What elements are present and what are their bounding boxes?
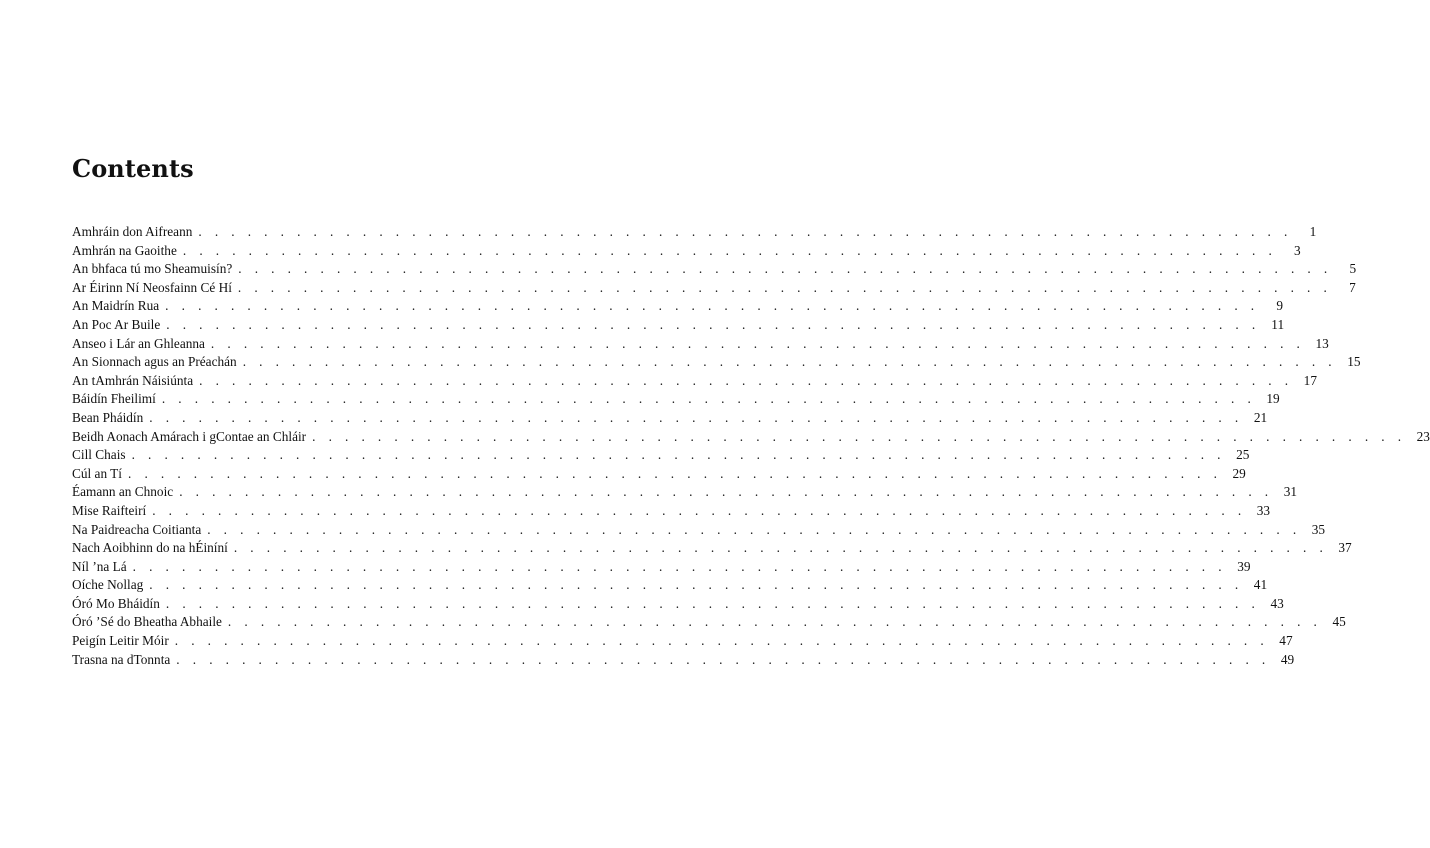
dot-leader: . . . . . . . . . . . . . . . . . . . . . . . . . . . . . . . . . . . . . . . . . . . . . . . . . . . . . . . . . . . . . . . . . . . [198,224,1293,239]
dot-leader: . . . . . . . . . . . . . . . . . . . . . . . . . . . . . . . . . . . . . . . . . . . . . . . . . . . . . . . . . . . . . . . . . . . [149,409,1244,425]
toc-entry[interactable] [72,428,1430,447]
toc-entry-title: Éamann an Chnoic [72,484,174,500]
toc-entry[interactable] [72,446,1250,465]
toc-entry-title: An Sionnach agus an Préachán [72,354,237,370]
toc-entry-page: 43 [1270,595,1284,611]
dot-leader: . . . . . . . . . . . . . . . . . . . . . . . . . . . . . . . . . . . . . . . . . . . . . . . . . . . . . . . . . . . . . . . . . . . [152,502,1247,518]
toc-entry-page: 5 [1349,261,1357,277]
toc-entry[interactable] [72,521,1326,540]
dot-leader: . . . . . . . . . . . . . . . . . . . . . . . . . . . . . . . . . . . . . . . . . . . . . . . . . . . . . . . . . . . . . . . . . . . [182,242,1277,258]
toc-entry-title: Trasna na dTonnta [72,651,171,667]
toc-entry[interactable] [72,372,1317,391]
toc-entry[interactable] [72,632,1293,651]
toc-entry-page: 39 [1237,558,1251,574]
dot-leader: . . . . . . . . . . . . . . . . . . . . . . . . . . . . . . . . . . . . . . . . . . . . . . . . . . . . . . . . . . . . . . . . . . . [207,521,1302,537]
toc-entry[interactable] [72,502,1271,521]
toc-entry-page: 37 [1338,540,1352,556]
toc-entry-title: Níl ’na Lá [72,558,127,574]
toc-entry[interactable] [72,242,1301,261]
toc-entry[interactable] [72,335,1329,354]
toc-entry-title: Beidh Aonach Amárach i gContae an Chláir [72,428,307,444]
dot-leader: . . . . . . . . . . . . . . . . . . . . . . . . . . . . . . . . . . . . . . . . . . . . . . . . . . . . . . . . . . . . . . . . . . . [179,484,1274,500]
dot-leader: . . . . . . . . . . . . . . . . . . . . . . . . . . . . . . . . . . . . . . . . . . . . . . . . . . . . . . . . . . . . . . . . . . . [166,316,1261,332]
toc-entry-page: 33 [1256,502,1271,518]
page-title: Contents [72,154,194,183]
dot-leader: . . . . . . . . . . . . . . . . . . . . . . . . . . . . . . . . . . . . . . . . . . . . . . . . . . . . . . . . . . . . . . . . . . . [131,447,1226,463]
toc-entry-title: Bean Pháidín [72,409,144,425]
dot-leader: . . . . . . . . . . . . . . . . . . . . . . . . . . . . . . . . . . . . . . . . . . . . . . . . . . . . . . . . . . . . . . . . . . . [165,595,1260,611]
toc-entry-page: 41 [1253,577,1268,593]
toc-entry[interactable] [72,613,1346,632]
toc-entry[interactable] [72,558,1251,577]
toc-entry-title: Mise Raifteirí [72,502,147,518]
dot-leader: . . . . . . . . . . . . . . . . . . . . . . . . . . . . . . . . . . . . . . . . . . . . . . . . . . . . . . . . . . . . . . . . . . . [237,279,1332,295]
toc-entry-title: Báidín Fheilimí [72,391,156,407]
toc-entry[interactable] [72,465,1246,484]
toc-entry[interactable] [72,223,1317,242]
dot-leader: . . . . . . . . . . . . . . . . . . . . . . . . . . . . . . . . . . . . . . . . . . . . . . . . . . . . . . . . . . . . . . . . . . . [149,577,1244,593]
toc-entry-page: 21 [1253,409,1268,425]
toc-entry-page: 47 [1279,633,1293,649]
dot-leader: . . . . . . . . . . . . . . . . . . . . . . . . . . . . . . . . . . . . . . . . . . . . . . . . . . . . . . . . . . . . . . . . . . . [227,614,1322,630]
toc-entry-title: Peigín Leitir Móir [72,633,169,649]
toc-entry-title: Na Paidreacha Coitianta [72,521,202,537]
dot-leader: . . . . . . . . . . . . . . . . . . . . . . . . . . . . . . . . . . . . . . . . . . . . . . . . . . . . . . . . . . . . . . . . . . . [128,465,1222,481]
toc-entry[interactable] [72,279,1356,298]
dot-leader: . . . . . . . . . . . . . . . . . . . . . . . . . . . . . . . . . . . . . . . . . . . . . . . . . . . . . . . . . . . . . . . . . . . [161,391,1256,407]
toc-entry[interactable] [72,353,1361,372]
toc-entry[interactable] [72,483,1298,502]
toc-entry-page: 9 [1276,298,1283,314]
dot-leader: . . . . . . . . . . . . . . . . . . . . . . . . . . . . . . . . . . . . . . . . . . . . . . . . . . . . . . . . . . . . . . . . . . . [242,354,1337,370]
toc-entry-title: Oíche Nollag [72,577,144,593]
dot-leader: . . . . . . . . . . . . . . . . . . . . . . . . . . . . . . . . . . . . . . . . . . . . . . . . . . . . . . . . . . . . . . . . . . . [210,335,1305,351]
toc-entry-title: An Poc Ar Buile [72,316,161,332]
toc-entry-page: 13 [1315,335,1329,351]
toc-entry[interactable] [72,390,1280,409]
toc-entry[interactable] [72,576,1268,595]
toc-entry-title: Ar Éirinn Ní Neosfainn Cé Hí [72,279,232,295]
toc-entry-page: 49 [1280,651,1295,667]
toc-entry-page: 3 [1294,242,1301,258]
toc-entry-page: 35 [1311,521,1326,537]
toc-entry-title: An bhfaca tú mo Sheamuisín? [72,261,233,277]
toc-entry-page: 29 [1232,465,1246,481]
dot-leader: . . . . . . . . . . . . . . . . . . . . . . . . . . . . . . . . . . . . . . . . . . . . . . . . . . . . . . . . . . . . . . . . . . . [176,651,1271,667]
toc-entry-page: 7 [1349,279,1356,295]
dot-leader: . . . . . . . . . . . . . . . . . . . . . . . . . . . . . . . . . . . . . . . . . . . . . . . . . . . . . . . . . . . . . . . . . . . [199,372,1293,388]
table-of-contents [72,223,1430,669]
toc-entry-page: 23 [1416,428,1430,444]
toc-entry[interactable] [72,316,1285,335]
toc-entry[interactable] [72,297,1283,316]
toc-entry-page: 31 [1283,484,1298,500]
toc-entry-title: An tAmhrán Náisiúnta [72,372,194,388]
toc-entry-page: 25 [1236,447,1250,463]
dot-leader: . . . . . . . . . . . . . . . . . . . . . . . . . . . . . . . . . . . . . . . . . . . . . . . . . . . . . . . . . . . . . . . . . . . [312,428,1406,444]
toc-entry[interactable] [72,409,1268,428]
toc-entry[interactable] [72,539,1352,558]
dot-leader: . . . . . . . . . . . . . . . . . . . . . . . . . . . . . . . . . . . . . . . . . . . . . . . . . . . . . . . . . . . . . . . . . . . [238,261,1333,277]
toc-entry-title: An Maidrín Rua [72,298,160,314]
dot-leader: . . . . . . . . . . . . . . . . . . . . . . . . . . . . . . . . . . . . . . . . . . . . . . . . . . . . . . . . . . . . . . . . . . . [132,558,1227,574]
toc-entry-title: Óró Mo Bháidín [72,595,160,611]
toc-entry[interactable] [72,260,1357,279]
toc-entry-page: 15 [1347,354,1361,370]
toc-entry-page: 17 [1303,372,1317,388]
toc-entry-page: 19 [1266,391,1280,407]
toc-entry-page: 11 [1271,316,1285,332]
toc-entry-title: Cúl an Tí [72,465,122,481]
dot-leader: . . . . . . . . . . . . . . . . . . . . . . . . . . . . . . . . . . . . . . . . . . . . . . . . . . . . . . . . . . . . . . . . . . . [174,633,1269,649]
toc-entry-title: Óró ’Sé do Bheatha Abhaile [72,614,222,630]
toc-entry-title: Amhrán na Gaoithe [72,242,177,258]
toc-entry-page: 45 [1332,614,1346,630]
toc-entry-title: Anseo i Lár an Ghleanna [72,335,205,351]
dot-leader: . . . . . . . . . . . . . . . . . . . . . . . . . . . . . . . . . . . . . . . . . . . . . . . . . . . . . . . . . . . . . . . . . . . [233,540,1328,556]
toc-entry-title: Cill Chais [72,447,126,463]
toc-entry-title: Amhráin don Aifreann [72,224,193,239]
dot-leader: . . . . . . . . . . . . . . . . . . . . . . . . . . . . . . . . . . . . . . . . . . . . . . . . . . . . . . . . . . . . . . . . . . . [165,298,1259,314]
toc-entry-page: 1 [1309,224,1317,239]
toc-entry-title: Nach Aoibhinn do na hÉiníní [72,540,228,556]
toc-entry[interactable] [72,595,1284,614]
toc-entry[interactable] [72,651,1295,670]
